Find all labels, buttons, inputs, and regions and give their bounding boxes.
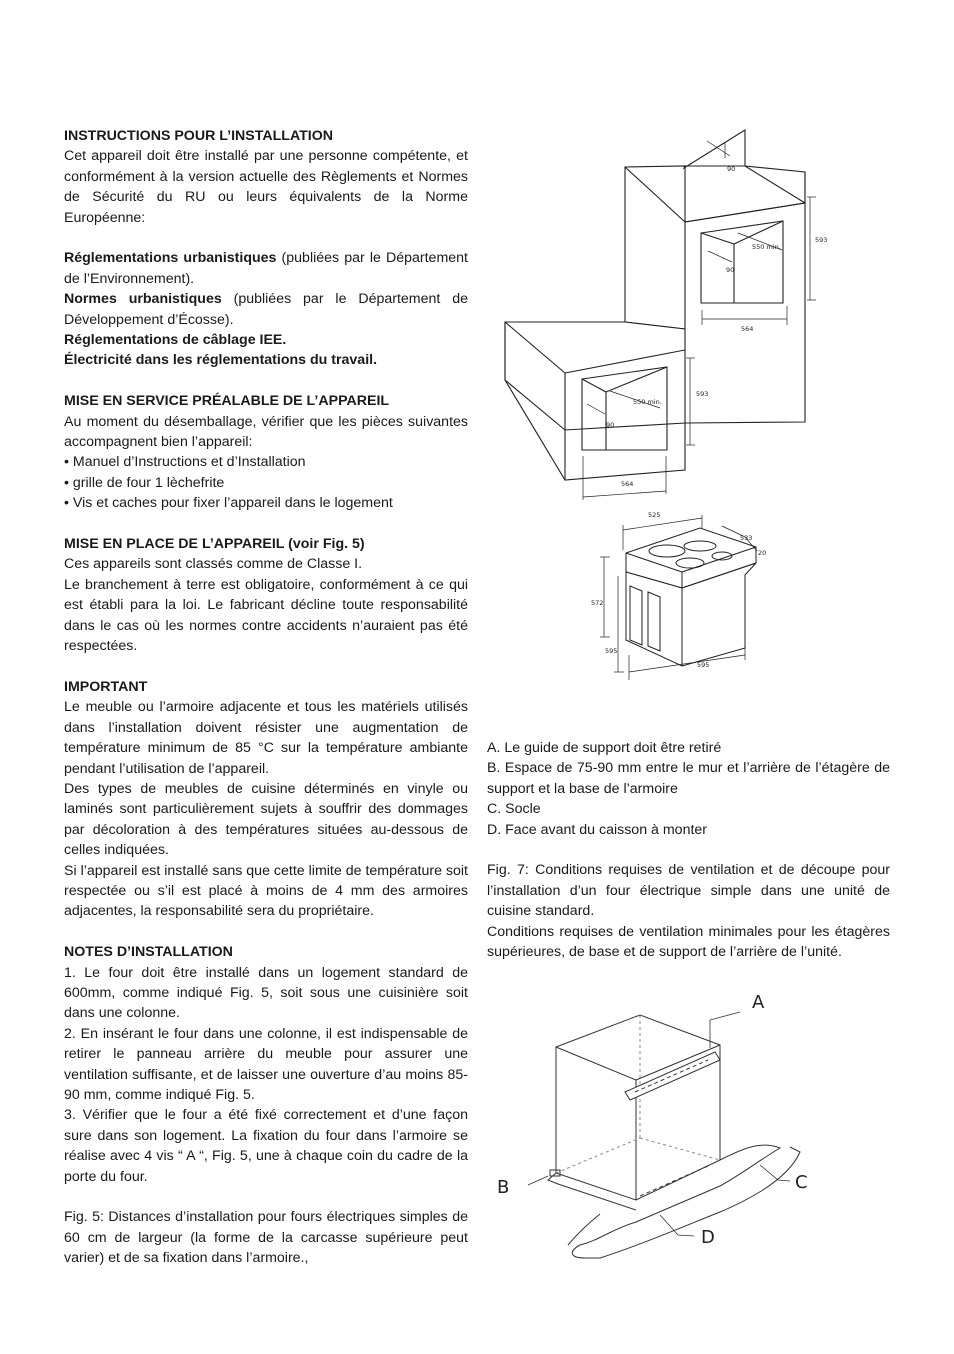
- dim-90-lower: 90: [606, 421, 615, 429]
- label-a: A: [752, 992, 765, 1013]
- dim-550-top: 550 min.: [752, 243, 781, 251]
- dim-595-width: 595: [697, 661, 710, 669]
- fig7-caption-2: Conditions requises de ventilation minimales pour les étagères supérieures, de base et de support de l’arrière de l’unité.: [487, 923, 890, 961]
- dim-20: 20: [758, 549, 767, 557]
- fig5-cabinet-diagram: [495, 128, 840, 500]
- dim-593-lower: 593: [696, 390, 709, 398]
- heading-preliminary: MISE EN SERVICE PRÉALABLE DE L’APPAREIL: [64, 393, 390, 410]
- legend-a: A. Le guide de support doit être retiré: [487, 740, 722, 756]
- heading-placement: MISE EN PLACE DE L’APPAREIL (voir Fig. 5): [64, 536, 365, 553]
- fig5-caption: Fig. 5: Distances d’installation pour fours électriques simples de 60 cm de largeur (la forme de la carcasse supérieure peut varier) et de sa fixation dans l’armoire.,: [64, 1209, 468, 1267]
- note-1: 1. Le four doit être installé dans un logement standard de 600mm, comme indiqué Fig. 5, soit sous une cuisinière soit dans une colonne.: [64, 964, 468, 1022]
- dim-572: 572: [591, 599, 604, 607]
- label-c: C: [795, 1172, 808, 1193]
- legend-c: C. Socle: [487, 801, 541, 818]
- class-paragraph: Ces appareils sont classés comme de Classe I.: [64, 556, 363, 573]
- right-column: [487, 738, 890, 962]
- dim-525: 525: [648, 511, 661, 519]
- dim-90-top: 90: [727, 165, 736, 173]
- dim-564-lower: 564: [621, 480, 634, 488]
- label-b: B: [497, 1177, 510, 1198]
- dim-90-upper: 90: [726, 266, 735, 274]
- important-paragraph-2: Des types de meubles de cuisine déterminés en vinyle ou laminés sont particulièrement sujets à souffrir des dommages par décoloration à des températures situées au-dessous de celles indiquées.: [64, 780, 468, 859]
- earthing-paragraph: Le branchement à terre est obligatoire, conformément à ce qui est établi para la loi. Le fabricant décline toute responsabilité dans le cas où les normes contre accidents n’auraient pas été respectées.: [64, 576, 468, 655]
- fig7-diagram: [492, 985, 822, 1270]
- important-paragraph-1: Le meuble ou l’armoire adjacente et tous les matériels utilisés dans l’installation doivent résister une augmentation de température minimum de 85 °C sur la température ambiante pendant l’utilisation de l’appareil.: [64, 699, 468, 777]
- intro-paragraph: Cet appareil doit être installé par une personne compétente, et conformément à la version actuelle des Règlements et Normes de Sécurité du RU ou leurs équivalents de la Norme Européenne:: [64, 148, 468, 226]
- unpacking-paragraph: Au moment du désemballage, vérifier que les pièces suivantes accompagnent bien l’appareil:: [64, 413, 468, 451]
- regulation-2: Normes urbanistiques (publiées par le Département de Développement d’Écosse).: [64, 291, 468, 328]
- dim-533: 533: [740, 534, 753, 542]
- regulation-3: Réglementations de câblage IEE.: [64, 332, 287, 349]
- list-item: • grille de four 1 lèchefrite: [64, 474, 225, 491]
- regulation-4: Électricité dans les réglementations du travail.: [64, 352, 378, 369]
- note-3: 3. Vérifier que le four a été fixé correctement et d’une façon sure dans son logement. La fixation du four dans l’armoire se réalise avec 4 vis “ A “, Fig. 5, une à chaque coin du cadre de la porte du four.: [64, 1107, 468, 1185]
- legend-b: B. Espace de 75-90 mm entre le mur et l’arrière de l’étagère de support et la base de l’armoire: [487, 760, 890, 797]
- list-item: • Vis et caches pour fixer l’appareil dans le logement: [64, 495, 393, 512]
- list-item: • Manuel d’Instructions et d’Installation: [64, 454, 306, 471]
- regulation-1: Réglementations urbanistiques (publiées par le Département de l’Environnement).: [64, 250, 468, 287]
- label-d: D: [701, 1227, 715, 1248]
- important-paragraph-3: Si l’appareil est installé sans que cette limite de température soit respectée ou s’il est placé à moins de 4 mm des armoires adjacentes, la responsabilité sera du propriétaire.: [64, 862, 468, 920]
- note-2: 2. En insérant le four dans une colonne, il est indispensable de retirer le panneau arrière du meuble pour assurer une ventilation suffisante, et de laisser une ouverture d’au moins 85-90 mm, comme indiqué Fig. 5.: [64, 1025, 468, 1104]
- legend-d: D. Face avant du caisson à monter: [487, 821, 708, 838]
- dim-564-upper: 564: [741, 325, 754, 333]
- fig5-oven-diagram: [588, 506, 773, 688]
- heading-notes: NOTES D’INSTALLATION: [64, 944, 233, 961]
- fig7-caption: Fig. 7: Conditions requises de ventilation et de découpe pour l’installation d’un four électrique simple dans une unité de cuisine standard.: [487, 862, 890, 920]
- dim-550-lower: 550 min.: [633, 398, 662, 406]
- dim-595-height: 595: [605, 647, 618, 655]
- heading-installation: INSTRUCTIONS POUR L’INSTALLATION: [64, 128, 334, 144]
- left-column: [64, 126, 468, 1269]
- heading-important: IMPORTANT: [64, 678, 148, 695]
- dim-593-top: 593: [815, 236, 828, 244]
